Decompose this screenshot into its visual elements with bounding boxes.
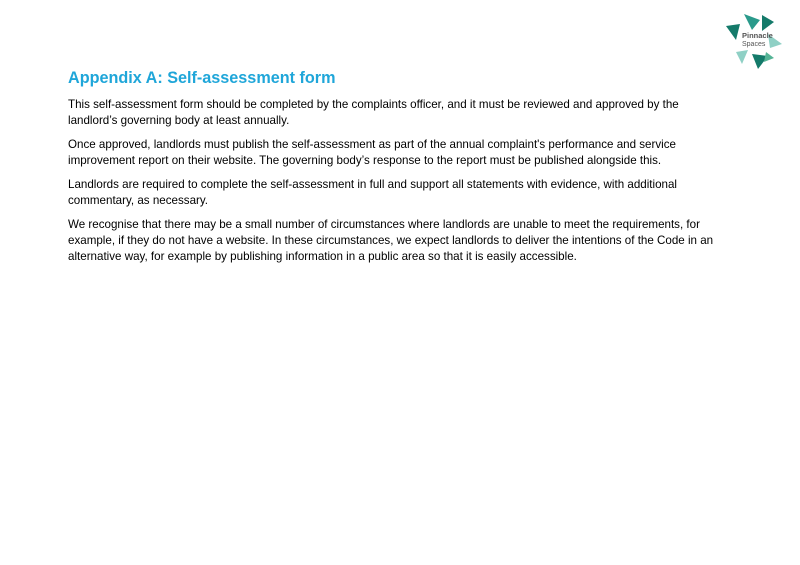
logo-text-line2: Spaces xyxy=(742,41,766,48)
logo-shard-bottom-right xyxy=(764,52,774,62)
logo-shard-bottom-left xyxy=(736,50,748,64)
logo-mark xyxy=(722,12,784,70)
pinnacle-spaces-logo xyxy=(722,12,784,70)
logo-shard-top-right xyxy=(762,15,774,31)
paragraph-4: We recognise that there may be a small number of circumstances where landlords are unable to meet the requirements, for example, if they do not have a website. In these circumstances, we expect landlords to deliver the intentions of the Code in an alternative way, for example by publishing information in a public area so that it is easily accessible. xyxy=(68,218,714,263)
page-title: Appendix A: Self-assessment form xyxy=(68,69,336,87)
paragraph-1: This self-assessment form should be completed by the complaints officer, and it must be reviewed and approved by the landlord’s governing body at least annually. xyxy=(68,98,679,127)
paragraph-2: Once approved, landlords must publish the self-assessment as part of the annual complaint's performance and service improvement report on their website. The governing body’s response to the report must be published alongside this. xyxy=(68,138,676,167)
logo-text-line1: Pinnacle xyxy=(742,31,773,40)
document-body xyxy=(68,68,723,273)
logo-shard-left xyxy=(726,24,740,40)
logo-shard-top-left xyxy=(744,14,760,30)
paragraph-3: Landlords are required to complete the self-assessment in full and support all statements with evidence, with additional commentary, as necessary. xyxy=(68,178,678,207)
